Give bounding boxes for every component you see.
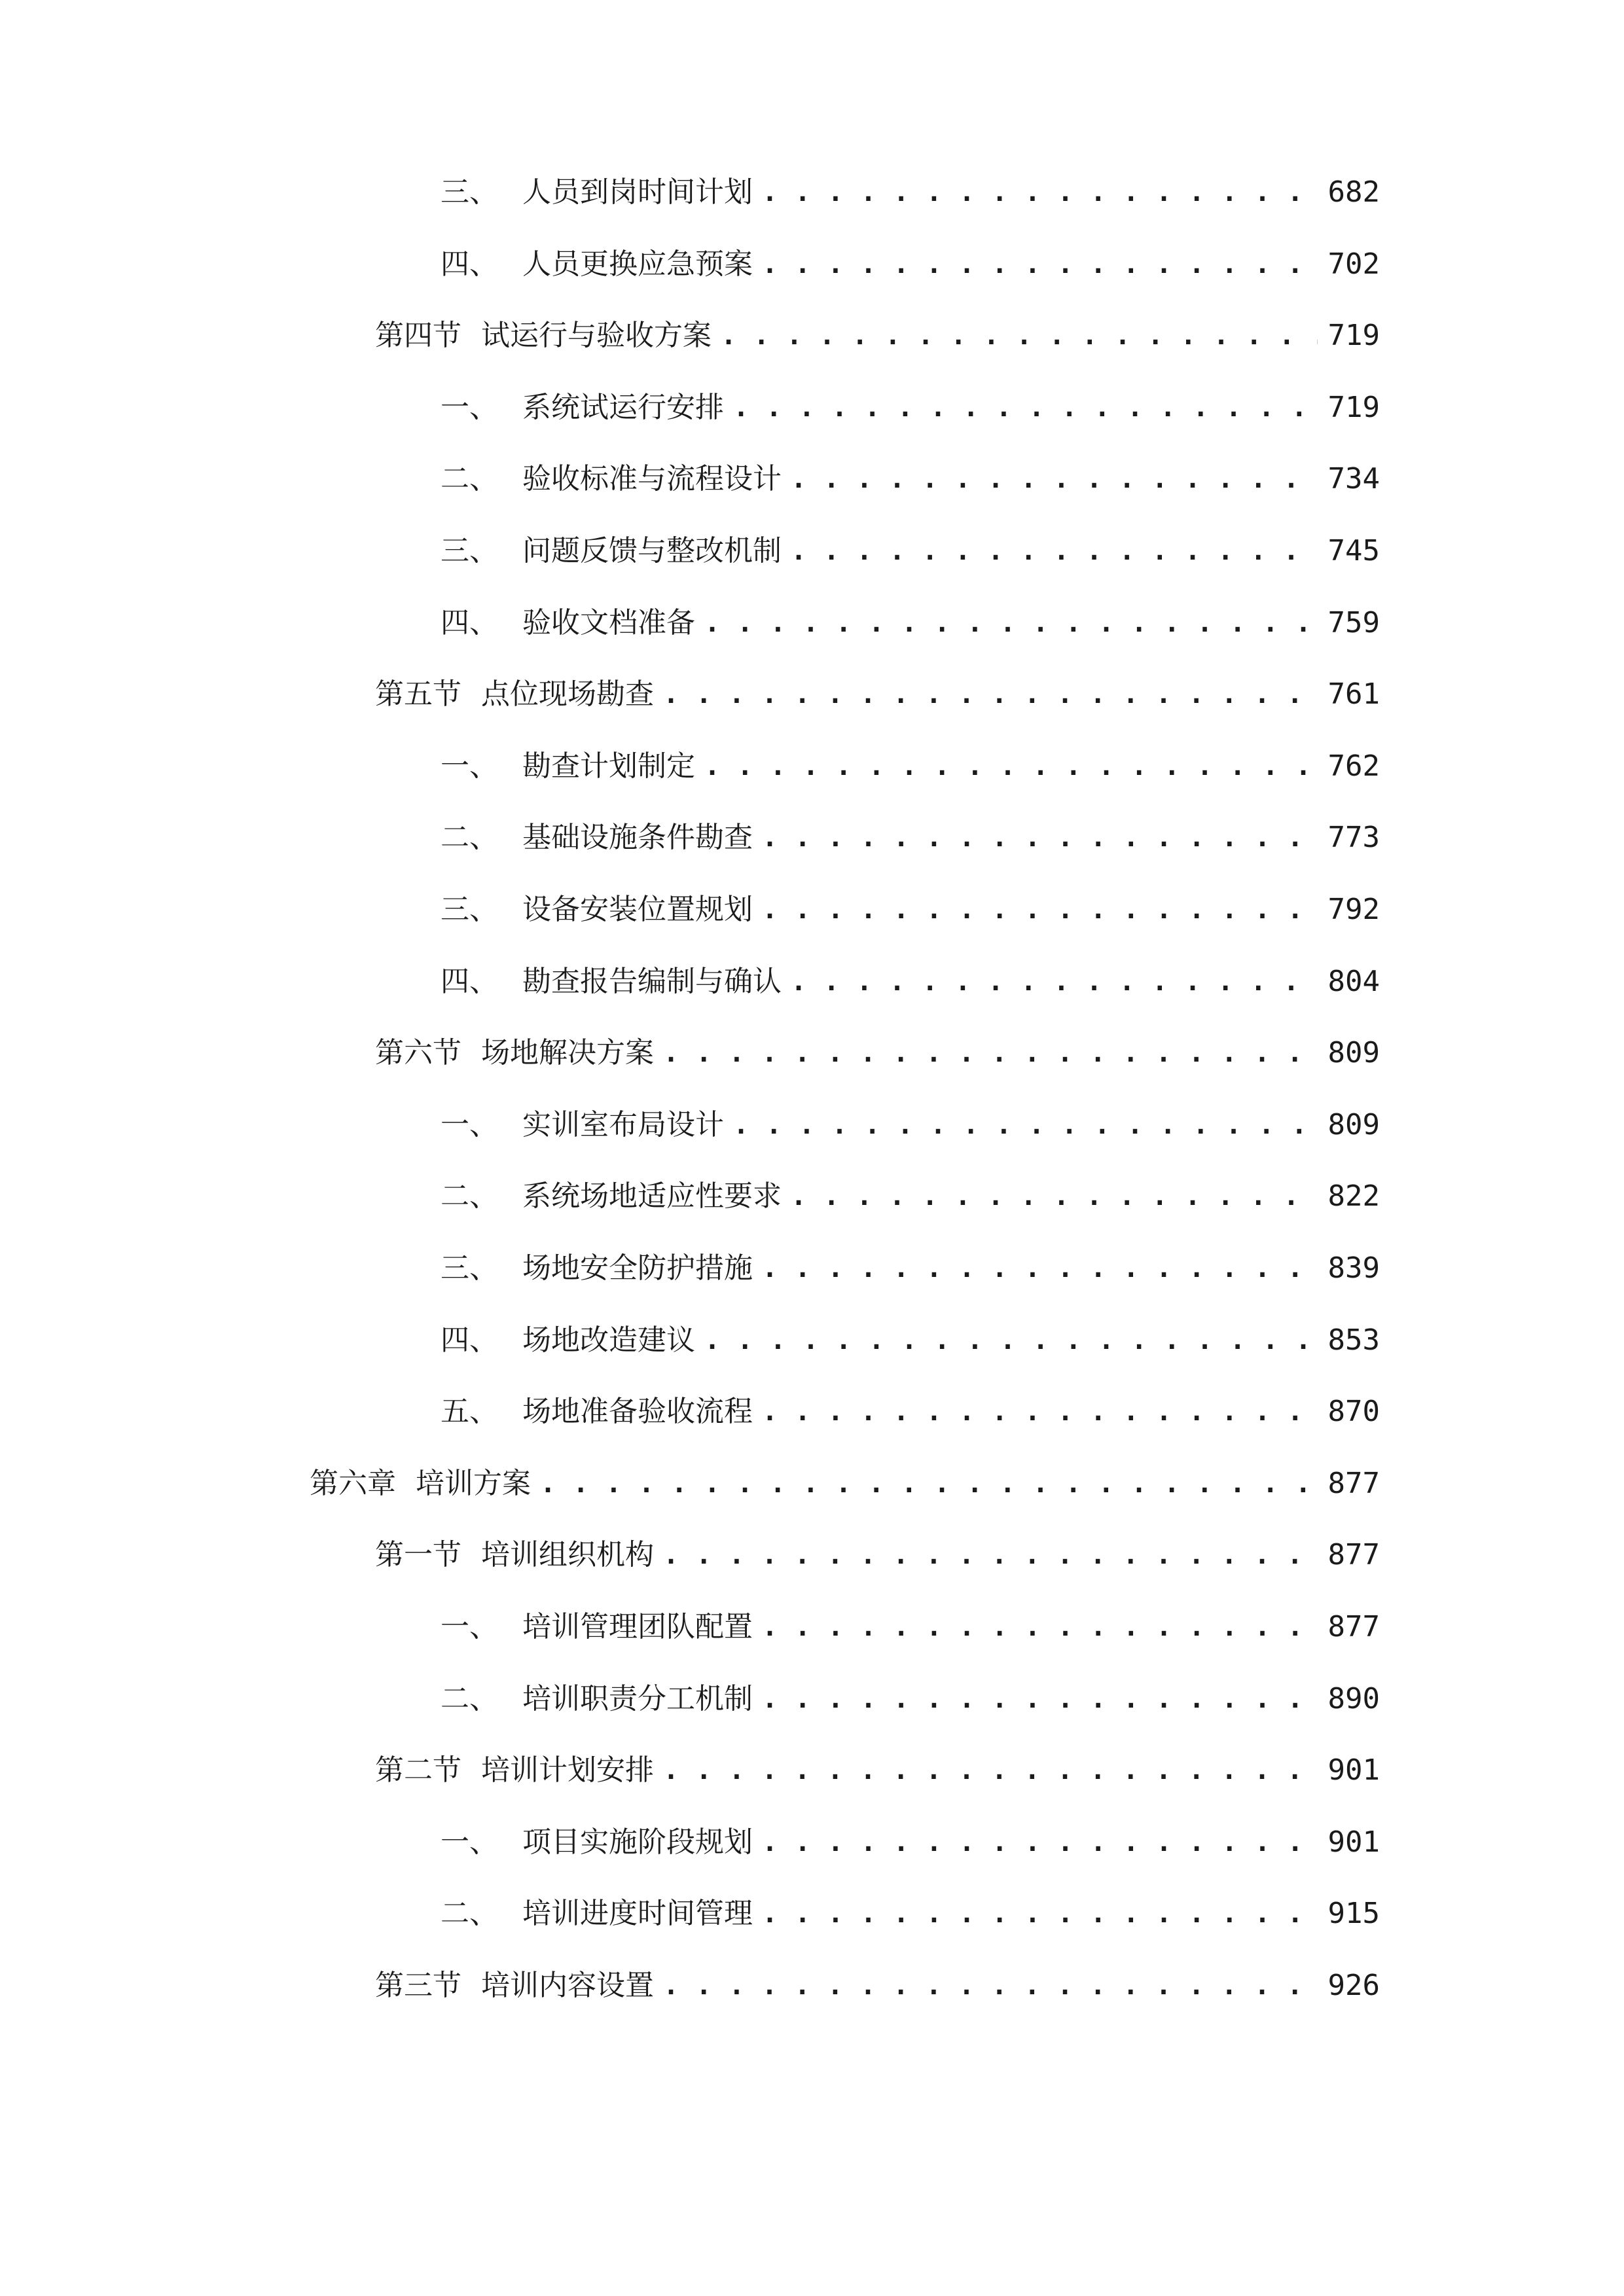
toc-entry-number: 第二节 [375,1753,461,1787]
toc-entry-item[interactable] [441,1099,1380,1151]
toc-entry-item[interactable] [441,597,1380,649]
toc-entry-page-number: 926 [1327,1969,1380,2002]
dot-leader [704,1314,1318,1367]
toc-entry-title: 培训管理团队配置 [522,1610,753,1643]
toc-entry-title: 验收文档准备 [522,606,695,639]
dot-leader [762,1242,1318,1295]
toc-entry-title: 勘查报告编制与确认 [522,965,782,998]
toc-entry-page-number: 901 [1327,1753,1380,1787]
dot-leader [762,1673,1318,1725]
toc-entry-title: 系统试运行安排 [522,391,724,424]
dot-leader [721,310,1318,362]
dot-leader [791,453,1318,505]
toc-entry-number: 一、 [441,1610,498,1643]
toc-entry-title: 场地安全防护措施 [522,1251,753,1285]
toc-entry-title: 培训内容设置 [481,1969,654,2002]
toc-entry-section[interactable] [375,1744,1380,1797]
toc-entry-item[interactable] [441,1816,1380,1869]
toc-entry-title: 场地准备验收流程 [522,1395,753,1428]
toc-entry-number: 四、 [441,965,498,998]
toc-entry-page-number: 839 [1327,1251,1380,1285]
toc-entry-section[interactable] [375,310,1380,362]
dot-leader [704,740,1318,793]
toc-entry-title: 培训方案 [416,1467,531,1500]
toc-entry-title: 场地改造建议 [522,1323,695,1357]
toc-entry-page-number: 877 [1327,1467,1380,1500]
toc-entry-title: 人员更换应急预案 [522,247,753,281]
toc-entry-number: 第三节 [375,1969,461,2002]
toc-entry-title: 培训进度时间管理 [522,1897,753,1930]
toc-entry-section[interactable] [375,1960,1380,2012]
dot-leader [733,1099,1318,1151]
toc-entry-number: 三、 [441,175,498,209]
dot-leader [762,812,1318,864]
dot-leader [663,1529,1318,1581]
toc-entry-number: 四、 [441,247,498,281]
dot-leader [762,1888,1318,1940]
toc-entry-item[interactable] [441,884,1380,936]
toc-entry-title: 点位现场勘查 [481,677,654,711]
toc-entry-page-number: 759 [1327,606,1380,639]
toc-entry-item[interactable] [441,1888,1380,1940]
dot-leader [762,166,1318,219]
toc-entry-title: 勘查计划制定 [522,749,695,783]
toc-entry-page-number: 682 [1327,175,1380,209]
toc-entry-item[interactable] [441,1386,1380,1438]
dot-leader [762,1386,1318,1438]
toc-entry-number: 二、 [441,1897,498,1930]
toc-entry-item[interactable] [441,740,1380,793]
toc-entry-item[interactable] [441,166,1380,219]
toc-entry-number: 二、 [441,462,498,495]
toc-entry-page-number: 822 [1327,1179,1380,1213]
dot-leader [791,525,1318,577]
toc-entry-number: 一、 [441,391,498,424]
toc-entry-item[interactable] [441,382,1380,434]
toc-entry-page-number: 890 [1327,1682,1380,1715]
toc-entry-page-number: 792 [1327,893,1380,926]
toc-entry-title: 项目实施阶段规划 [522,1825,753,1859]
toc-entry-page-number: 719 [1327,319,1380,352]
toc-entry-item[interactable] [441,1601,1380,1653]
toc-entry-number: 第四节 [375,319,461,352]
toc-entry-item[interactable] [441,453,1380,505]
toc-entry-item[interactable] [441,1673,1380,1725]
toc-entry-number: 三、 [441,1251,498,1285]
toc-entry-number: 四、 [441,606,498,639]
toc-entry-title: 实训室布局设计 [522,1108,724,1141]
toc-entry-number: 三、 [441,893,498,926]
toc-entry-page-number: 734 [1327,462,1380,495]
toc-entry-title: 培训组织机构 [481,1538,654,1571]
toc-entry-number: 一、 [441,1825,498,1859]
toc-entry-title: 场地解决方案 [481,1036,654,1069]
toc-entry-number: 二、 [441,1179,498,1213]
toc-entry-title: 培训计划安排 [481,1753,654,1787]
toc-entry-title: 系统场地适应性要求 [522,1179,782,1213]
toc-entry-page-number: 877 [1327,1538,1380,1571]
toc-entry-page-number: 761 [1327,677,1380,711]
toc-entry-item[interactable] [441,956,1380,1008]
dot-leader [540,1458,1318,1510]
toc-entry-page-number: 870 [1327,1395,1380,1428]
toc-entry-section[interactable] [375,668,1380,721]
dot-leader [663,1744,1318,1797]
dot-leader [791,956,1318,1008]
toc-entry-page-number: 915 [1327,1897,1380,1930]
toc-entry-title: 基础设施条件勘查 [522,821,753,854]
toc-entry-item[interactable] [441,1242,1380,1295]
dot-leader [733,382,1318,434]
toc-entry-item[interactable] [441,1314,1380,1367]
toc-entry-title: 试运行与验收方案 [481,319,712,352]
dot-leader [663,1960,1318,2012]
toc-entry-page-number: 877 [1327,1610,1380,1643]
toc-entry-page-number: 773 [1327,821,1380,854]
toc-entry-number: 三、 [441,534,498,567]
dot-leader [663,1027,1318,1079]
toc-entry-page-number: 809 [1327,1036,1380,1069]
toc-entry-item[interactable] [441,1170,1380,1223]
toc-entry-number: 第六章 [310,1467,396,1500]
dot-leader [762,884,1318,936]
toc-entry-section[interactable] [375,1027,1380,1079]
toc-entry-number: 五、 [441,1395,498,1428]
toc-entry-number: 第五节 [375,677,461,711]
toc-entry-page-number: 719 [1327,391,1380,424]
toc-entry-number: 第一节 [375,1538,461,1571]
toc-entry-page-number: 809 [1327,1108,1380,1141]
toc-entry-page-number: 762 [1327,749,1380,783]
toc-entry-number: 二、 [441,821,498,854]
dot-leader [762,1601,1318,1653]
toc-entry-chapter[interactable] [310,1458,1380,1510]
toc-entry-number: 二、 [441,1682,498,1715]
toc-entry-item[interactable] [441,812,1380,864]
toc-entry-title: 验收标准与流程设计 [522,462,782,495]
toc-entry-number: 一、 [441,749,498,783]
toc-entry-page-number: 853 [1327,1323,1380,1357]
toc-entry-item[interactable] [441,525,1380,577]
toc-entry-number: 四、 [441,1323,498,1357]
toc-entry-page-number: 804 [1327,965,1380,998]
dot-leader [762,238,1318,291]
toc-entry-number: 第六节 [375,1036,461,1069]
toc-entry-number: 一、 [441,1108,498,1141]
toc-entry-page-number: 745 [1327,534,1380,567]
dot-leader [704,597,1318,649]
dot-leader [762,1816,1318,1869]
toc-entry-title: 培训职责分工机制 [522,1682,753,1715]
toc-entry-item[interactable] [441,238,1380,291]
dot-leader [791,1170,1318,1223]
toc-entry-section[interactable] [375,1529,1380,1581]
toc-entry-title: 人员到岗时间计划 [522,175,753,209]
toc-entry-page-number: 901 [1327,1825,1380,1859]
dot-leader [663,668,1318,721]
toc-entry-title: 问题反馈与整改机制 [522,534,782,567]
toc-entry-page-number: 702 [1327,247,1380,281]
toc-entry-title: 设备安装位置规划 [522,893,753,926]
